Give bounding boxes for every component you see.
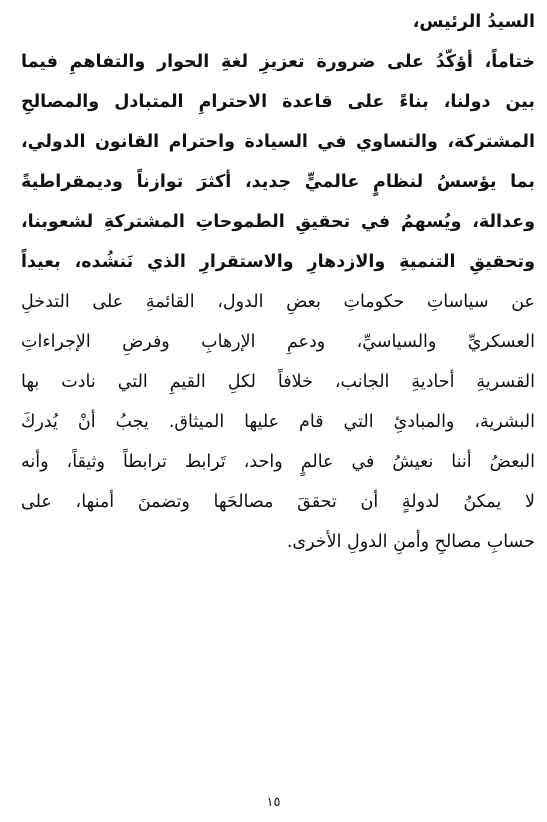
text-line-4: بما يؤسسُ لنظامٍ عالميٍّ جديد، أكثرَ توازناً وديمقراطيةً (21, 172, 535, 192)
text-line-7: عن سياساتِ حكوماتِ بعضِ الدول، القائمةِ على التدخلِ (21, 292, 535, 312)
heading-line: السيدُ الرئيس، (412, 12, 535, 32)
text-line-1: ختاماً، أؤكّدُ على ضرورة تعزيزِ لغةِ الحوار والتفاهمِ فيما (21, 52, 535, 72)
page-number: ١٥ (266, 795, 281, 810)
text-line-5: وعدالة، ويُسهمُ في تحقيقِ الطموحاتِ المشتركةِ لشعوبنا، (21, 212, 535, 232)
text-line-13: حسابِ مصالحِ وأمنِ الدولِ الأخرى. (286, 532, 535, 552)
text-line-8: العسكريِّ والسياسيِّ، ودعمِ الإرهابِ وفرضِ الإجراءاتِ (21, 332, 535, 352)
text-line-6 (21, 242, 535, 282)
text-line-9: القسريةِ أحاديةِ الجانب، خلافاً لكلِ القيمِ التي نادت بها (21, 372, 535, 392)
text-line-10: البشرية، والمبادئِ التي قام عليها الميثاق. يجبُ أنْ يُدركَ (21, 412, 535, 432)
text-line-3: المشتركة، والتساوي في السيادة واحترام القانون الدولي، (21, 132, 535, 152)
text-line-11: البعضُ أننا نعيشُ في عالمٍ واحد، تَرابط ترابطاً وثيقاً، وأنه (21, 452, 535, 472)
text-line-2: بين دولنا، بناءً على قاعدة الاحترامِ المتبادل والمصالحِ (21, 92, 535, 112)
text-line-12: لا يمكنُ لدولةٍ أن تحققَ مصالحَها وتضمنَ أمنها، على (21, 492, 535, 512)
text-line-6-bold: وتحقيقِ التنميةِ والازدهارِ والاستقرارِ الذي نَنشُده، بعيداً (21, 252, 535, 272)
